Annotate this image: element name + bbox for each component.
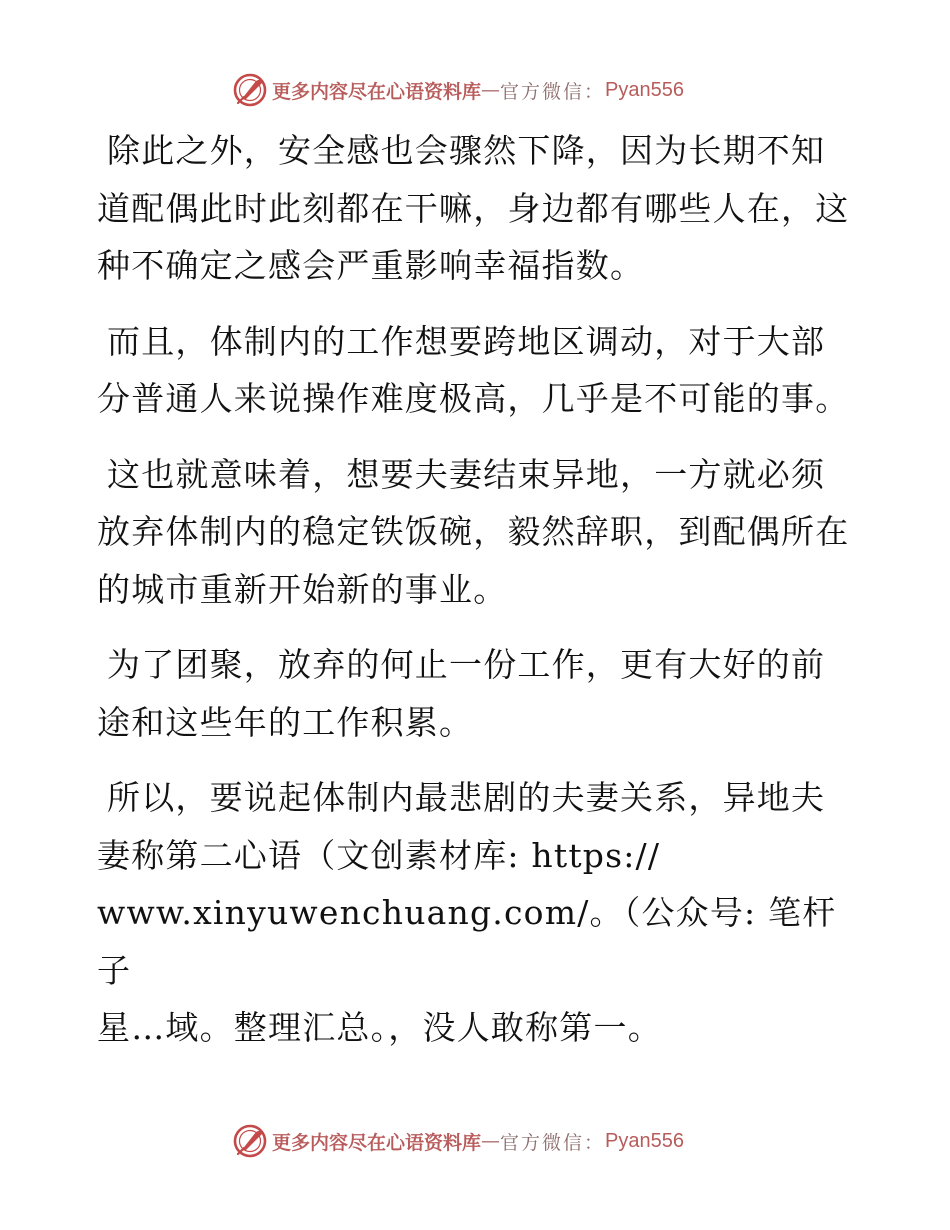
paragraph-3	[97, 446, 852, 619]
paragraph-line: 放弃体制内的稳定铁饭碗，毅然辞职，到配偶所在	[97, 512, 850, 551]
paragraph-line: www.xinyuwenchuang.com/。（公众号: 笔杆子	[97, 893, 837, 990]
paragraph-line: 星…域。整理汇总。，没人敢称第一。	[97, 1008, 662, 1047]
header-banner	[232, 70, 684, 110]
footer-dash: —	[481, 1130, 501, 1152]
document-body	[97, 122, 852, 1075]
footer-brand-text: 更多内容尽在心语资料库	[272, 1131, 482, 1154]
footer-wechat-id: Pyan556	[605, 1129, 684, 1152]
paragraph-line: 为了团聚，放弃的何止一份工作，更有大好的前	[107, 645, 826, 684]
header-brand-text: 更多内容尽在心语资料库	[272, 80, 482, 103]
paragraph-line: 的城市重新开始新的事业。	[97, 569, 508, 609]
paragraph-line: 除此之外，安全感也会骤然下降，因为长期不知	[107, 131, 826, 170]
header-wechat-label: 官方微信：	[500, 80, 606, 103]
paragraph-line: 途和这些年的工作积累。	[97, 702, 474, 742]
paragraph-5	[97, 769, 852, 1057]
header-dash: —	[481, 79, 501, 101]
paragraph-2	[97, 313, 852, 428]
paragraph-4	[97, 636, 852, 751]
paragraph-line: 妻称第二心语（文创素材库: https://	[97, 835, 661, 875]
paragraph-line: 而且，体制内的工作想要跨地区调动，对于大部	[107, 321, 826, 361]
paragraph-line: 所以，要说起体制内最悲剧的夫妻关系，异地夫	[107, 778, 826, 817]
paragraph-line: 这也就意味着，想要夫妻结束异地，一方就必须	[107, 454, 826, 494]
header-wechat-id: Pyan556	[605, 78, 684, 101]
paragraph-line: 道配偶此时此刻都在干嘛，身边都有哪些人在，这	[97, 188, 850, 228]
footer-banner	[232, 1121, 684, 1161]
paragraph-line: 分普通人来说操作难度极高，几乎是不可能的事。	[97, 379, 850, 418]
paragraph-1	[97, 122, 852, 295]
footer-wechat-label: 官方微信：	[500, 1131, 606, 1154]
paragraph-line: 种不确定之感会严重影响幸福指数。	[97, 246, 645, 285]
quill-pen-logo-icon	[232, 72, 268, 108]
quill-pen-logo-icon	[232, 1123, 268, 1159]
